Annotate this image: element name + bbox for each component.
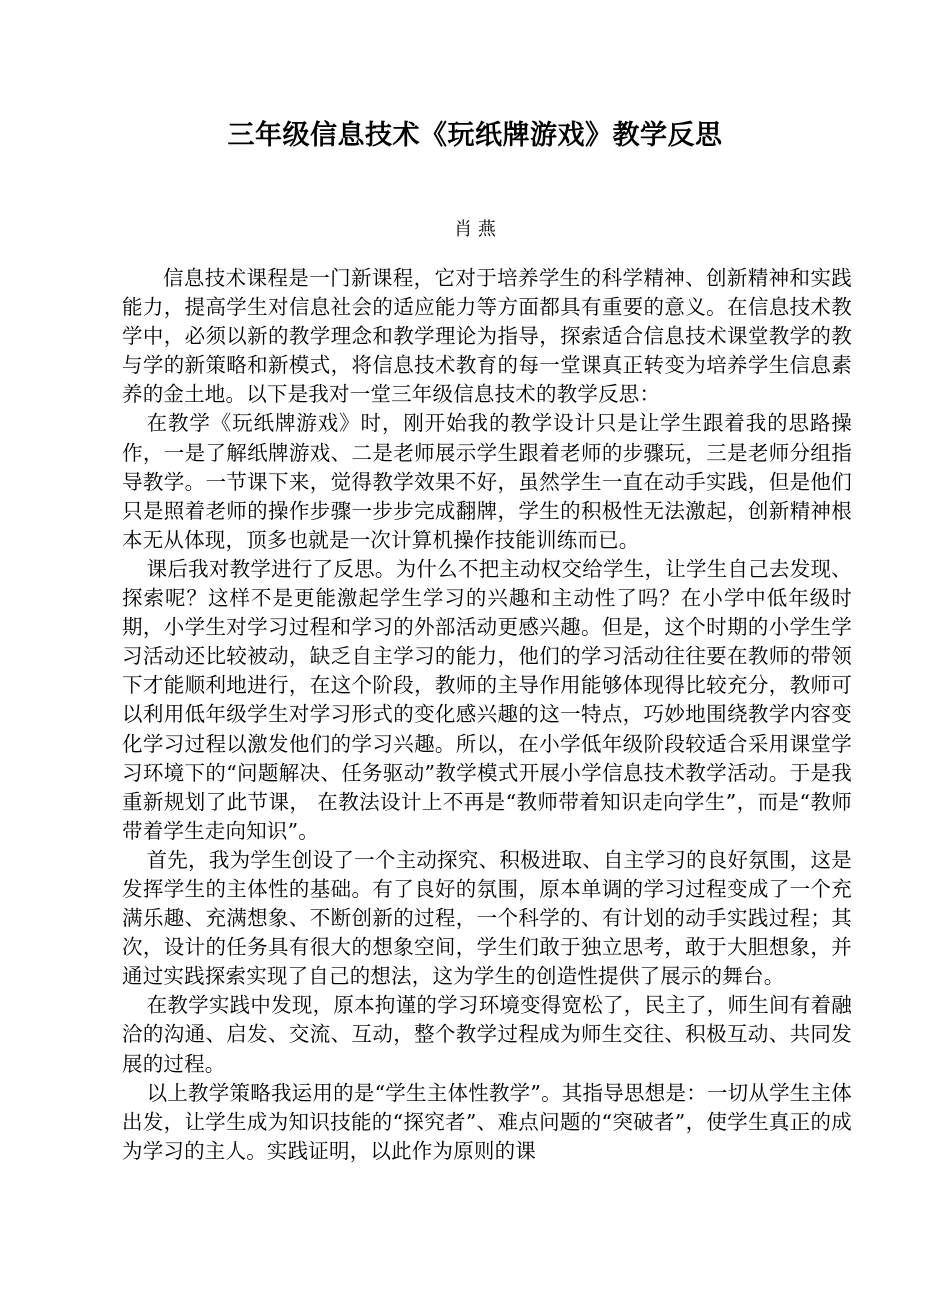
paragraph-first-strategy: 首先，我为学生创设了一个主动探究、积极进取、自主学习的良好氛围，这是发挥学生的主体性的基础。有了良好的氛围，原本单调的学习过程变成了一个充满乐趣、充满想象、不断创新的过程，一个科学的、有计划的动手实践过程；其次，设计的任务具有很大的想象空间，学生们敢于独立思考，敢于大胆想象，并通过实践探索实现了自己的想法，这为学生的创造性提供了展示的舞台。 (122, 847, 852, 989)
document-body (122, 264, 852, 1166)
paragraph-reflection: 课后我对教学进行了反思。为什么不把主动权交给学生，让学生自己去发现、探索呢？这样不是更能激起学生学习的兴趣和主动性了吗？在小学中低年级时期，小学生对学习过程和学习的外部活动更感兴趣。但是，这个时期的小学生学习活动还比较被动，缺乏自主学习的能力，他们的学习活动往往要在教师的带领下才能顺利地进行，在这个阶段，教师的主导作用能够体现得比较充分，教师可以利用低年级学生对学习形式的变化感兴趣的这一特点，巧妙地围绕教学内容变化学习过程以激发他们的学习兴趣。所以，在小学低年级阶段较适合采用课堂学习环境下的“问题解决、任务驱动”教学模式开展小学信息技术教学活动。于是我重新规划了此节课， 在教法设计上不再是“教师带着知识走向学生”，而是“教师带着学生走向知识”。 (122, 556, 852, 843)
paragraph-initial-design: 在教学《玩纸牌游戏》时，刚开始我的教学设计只是让学生跟着我的思路操作，一是了解纸牌游戏、二是老师展示学生跟着老师的步骤玩，三是老师分组指导教学。一节课下来，觉得教学效果不好，虽然学生一直在动手实践，但是他们只是照着老师的操作步骤一步步完成翻牌，学生的积极性无法激起，创新精神根本无从体现，顶多也就是一次计算机操作技能训练而已。 (122, 411, 852, 552)
paragraph-intro: 信息技术课程是一门新课程，它对于培养学生的科学精神、创新精神和实践能力，提高学生对信息社会的适应能力等方面都具有重要的意义。在信息技术教学中，必须以新的教学理念和教学理论为指导，探索适合信息技术课堂教学的教与学的新策略和新模式，将信息技术教育的每一堂课真正转变为培养学生信息素养的金土地。以下是我对一堂三年级信息技术的教学反思： (122, 266, 852, 407)
author-name: 肖 燕 (454, 219, 496, 240)
paragraph-teaching-strategy: 以上教学策略我运用的是“学生主体性教学”。其指导思想是：一切从学生主体出发，让学生成为知识技能的“探究者”、难点问题的“突破者”，使学生真正的成为学习的主人。实践证明，以此作为原则的课 (122, 1080, 852, 1163)
paragraph-classroom-observation: 在教学实践中发现，原本拘谨的学习环境变得宽松了，民主了，师生间有着融洽的沟通、启发、交流、互动，整个教学过程成为师生交往、积极互动、共同发展的过程。 (122, 993, 852, 1076)
document-title: 三年级信息技术《玩纸牌游戏》教学反思 (227, 120, 723, 151)
